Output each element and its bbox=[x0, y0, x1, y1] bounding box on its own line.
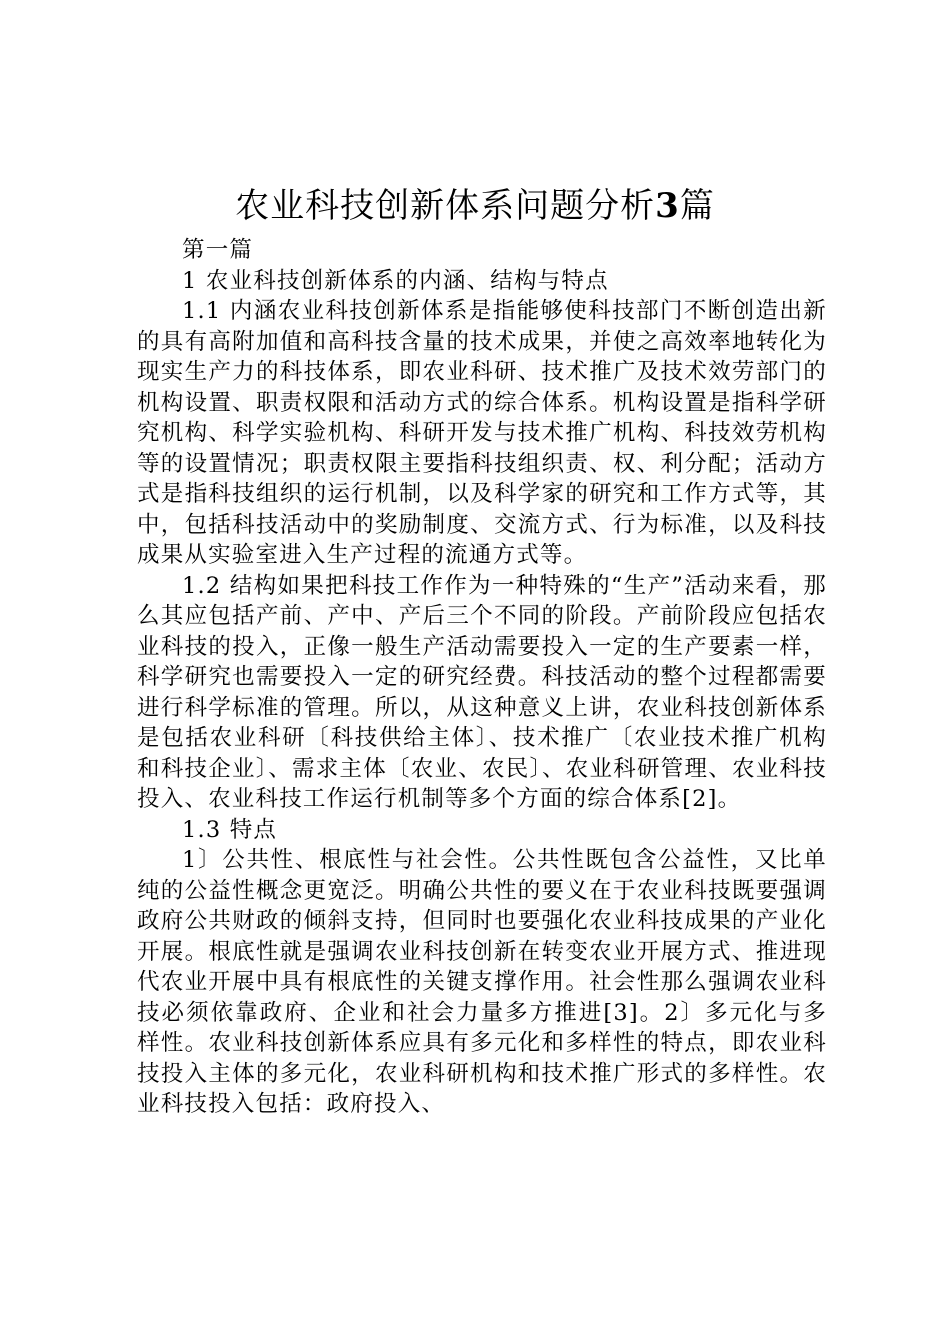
paragraph-1-3-features: 1〕公共性、根底性与社会性。公共性既包含公益性，又比单纯的公益性概念更宽泛。明确公共性的要义在于农业科技既要强调政府公共财政的倾斜支持，但同时也要强化农业科技成果的产业化开展。根底性就是强调农业科技创新在转变农业开展方式、推进现代农业开展中具有根底性的关键支撑作用。社会性那么强调农业科技必须依靠政府、企业和社会力量多方推进[3]。2〕多元化与多样性。农业科技创新体系应具有多元化和多样性的特点，即农业科技投入主体的多元化，农业科研机构和技术推广形式的多样性。农业科技投入包括：政府投入、 bbox=[137, 847, 827, 1117]
document-title bbox=[0, 180, 950, 232]
title-main: 农业科技创新体系问题分析 bbox=[235, 186, 656, 226]
title-number: 3 bbox=[655, 186, 680, 226]
section-heading-part-one: 第一篇 bbox=[182, 237, 254, 263]
title-suffix: 篇 bbox=[679, 186, 715, 226]
paragraph-1-1-connotation: 1.1 内涵农业科技创新体系是指能够使科技部门不断创造出新的具有高附加值和高科技含量的技术成果，并使之高效率地转化为现实生产力的科技体系，即农业科研、技术推广及技术效劳部门的机构设置、职责权限和活动方式的综合体系。机构设置是指科学研究机构、科学实验机构、科研开发与技术推广机构、科技效劳机构等的设置情况；职责权限主要指科技组织责、权、利分配；活动方式是指科技组织的运行机制，以及科学家的研究和工作方式等，其中，包括科技活动中的奖励制度、交流方式、行为标准，以及科技成果从实验室进入生产过程的流通方式等。 bbox=[137, 298, 827, 568]
paragraph-1-2-structure: 1.2 结构如果把科技工作作为一种特殊的“生产”活动来看，那么其应包括产前、产中、产后三个不同的阶段。产前阶段应包括农业科技的投入，正像一般生产活动需要投入一定的生产要素一样，科学研究也需要投入一定的研究经费。科技活动的整个过程都需要进行科学标准的管理。所以，从这种意义上讲，农业科技创新体系是包括农业科研〔科技供给主体〕、技术推广〔农业技术推广机构和科技企业〕、需求主体〔农业、农民〕、农业科研管理、农业科技投入、农业科技工作运行机制等多个方面的综合体系[2]。 bbox=[137, 572, 827, 812]
section-heading-1-3: 1.3 特点 bbox=[182, 816, 278, 843]
document-body bbox=[137, 235, 827, 1120]
section-heading-1: 1 农业科技创新体系的内涵、结构与特点 bbox=[182, 267, 609, 294]
